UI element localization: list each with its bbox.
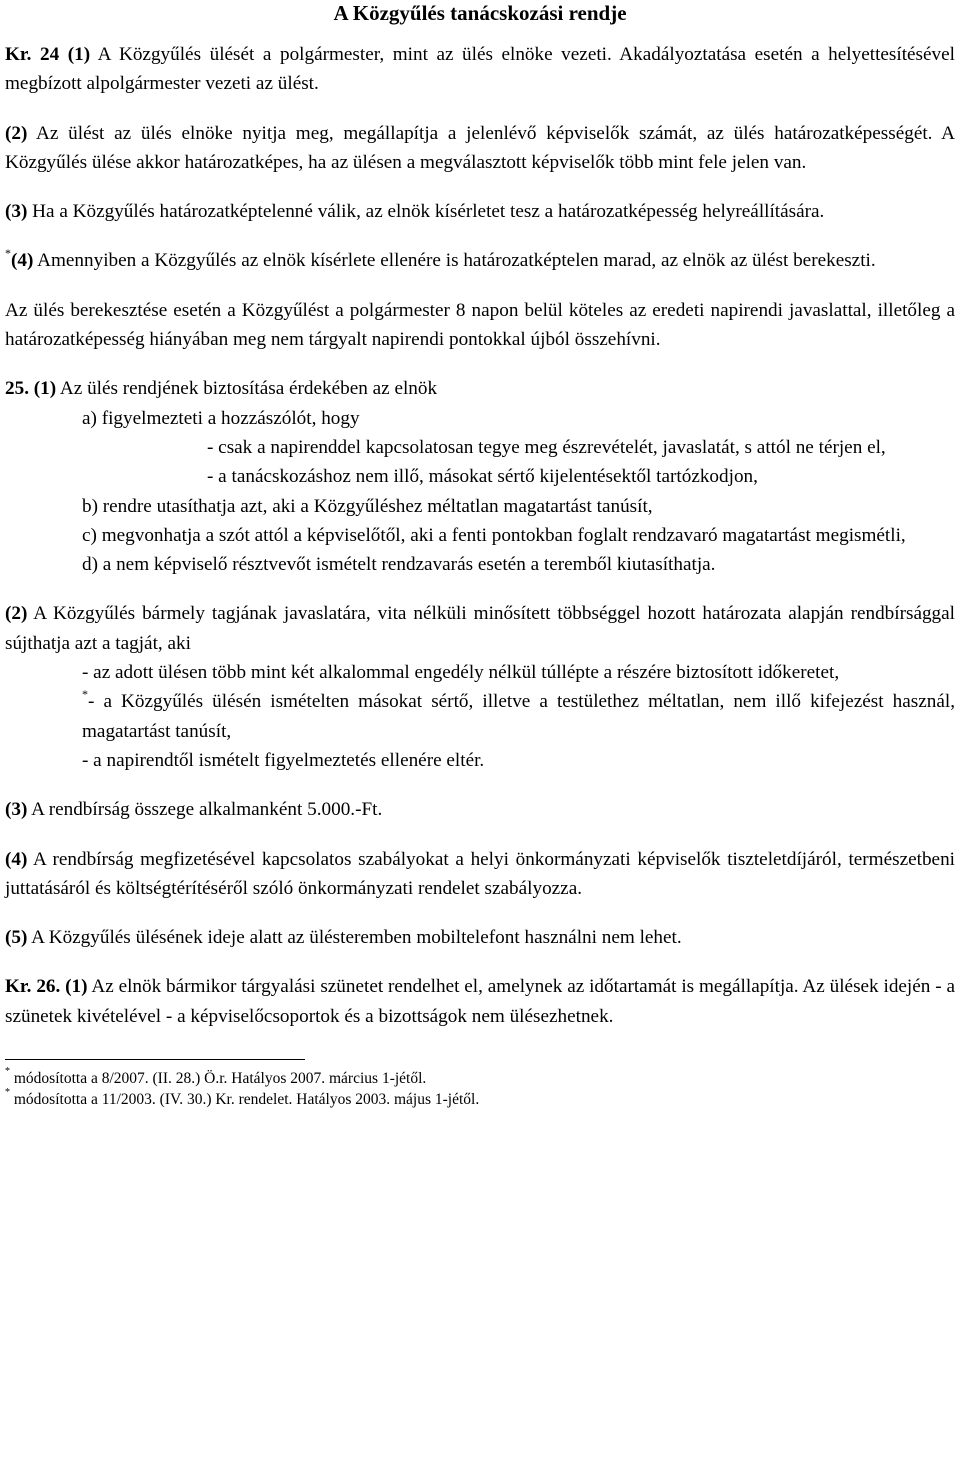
footnote-mark: *	[82, 686, 88, 701]
list-item-d: d) a nem képviselő résztvevőt ismételt rendzavarás esetén a teremből kiutasíthatja.	[82, 554, 716, 576]
list-item-a-dash-2: - a tanácskozáshoz nem illő, másokat sértő kijelentésektől tartózkodjon,	[207, 466, 758, 488]
paragraph-head: (2)	[5, 603, 28, 625]
document-page	[5, 0, 955, 1110]
list-item-text: - a Közgyűlés ülésén ismételten másokat sértő, illetve a testülethez méltatlan, nem illő kifejezést használ, magatartást tanúsít,	[82, 691, 955, 742]
list-item-c: c) megvonhatja a szót attól a képviselőtől, aki a fenti pontokban foglalt rendzavaró magatartást megismétli,	[82, 524, 906, 546]
footnote-text: módosította a 8/2007. (II. 28.) Ö.r. Hatályos 2007. március 1-jétől.	[10, 1070, 427, 1088]
paragraph-head: Kr. 26. (1)	[5, 976, 88, 998]
paragraph-text: A rendbírság összege alkalmanként 5.000.-Ft.	[27, 799, 383, 821]
footnote-separator	[5, 1059, 305, 1060]
footnotes	[5, 1065, 955, 1110]
paragraph-text: Ha a Közgyűlés határozatképtelenné válik, az elnök kísérletet tesz a határozatképesség helyreállítására.	[27, 201, 825, 223]
footnote-text: módosította a 11/2003. (IV. 30.) Kr. rendelet. Hatályos 2003. május 1-jétől.	[10, 1091, 480, 1109]
paragraph-24-5: Az ülés berekesztése esetén a Közgyűlést a polgármester 8 napon belül köteles az eredeti napirendi javaslattal, illetőleg a határozatképesség hiányában meg nem tárgyalt napirendi pontokkal újból összehívni.	[5, 299, 955, 351]
paragraph-head: (3)	[5, 201, 28, 223]
list-item-b: b) rendre utasíthatja azt, aki a Közgyűléshez méltatlan magatartást tanúsít,	[82, 495, 653, 517]
paragraph-24-3	[5, 197, 955, 226]
paragraph-text: Az ülést az ülés elnöke nyitja meg, megállapítja a jelenlévő képviselők számát, az ülés határozatképességét. A Közgyűlés ülése akkor határozatképes, ha az ülésen a megválasztott képviselők több mint fele jelen van.	[5, 122, 955, 173]
paragraph-head: (2)	[5, 122, 28, 144]
paragraph-25-1	[5, 374, 955, 403]
paragraph-text: A Közgyűlés ülésének ideje alatt az ülésteremben mobiltelefont használni nem lehet.	[27, 927, 682, 949]
list-item-a: a) figyelmezteti a hozzászólót, hogy	[82, 407, 360, 429]
footnote-mark: *	[5, 1086, 10, 1098]
paragraph-25-5	[5, 923, 955, 952]
footnote-mark: *	[5, 246, 11, 261]
paragraph-head: (3)	[5, 799, 28, 821]
paragraph-head: 25. (1)	[5, 378, 57, 400]
paragraph-head: (5)	[5, 927, 28, 949]
footnote-1	[5, 1065, 955, 1089]
paragraph-text: A Közgyűlés ülését a polgármester, mint az ülés elnöke vezeti. Akadályoztatása esetén a helyettesítésével megbízott alpolgármester vezeti az ülést.	[5, 44, 955, 95]
paragraph-text: A Közgyűlés bármely tagjának javaslatára, vita nélküli minősített többséggel hozott határozata alapján rendbírsággal sújthatja azt a tagját, aki	[5, 603, 955, 654]
paragraph-text: Az ülés rendjének biztosítása érdekében az elnök	[56, 378, 438, 400]
paragraph-head: (4)	[11, 250, 34, 272]
paragraph-25-4	[5, 845, 955, 904]
paragraph-24-4	[5, 246, 955, 275]
list-item-dash-3: - a napirendtől ismételt figyelmeztetés ellenére eltér.	[82, 749, 485, 771]
paragraph-26-1	[5, 972, 955, 1031]
footnote-2	[5, 1086, 955, 1110]
footnote-mark: *	[5, 1065, 10, 1077]
paragraph-25-3	[5, 795, 955, 824]
paragraph-24-2	[5, 119, 955, 178]
paragraph-24-1	[5, 40, 955, 99]
paragraph-text: Amennyiben a Közgyűlés az elnök kísérlete ellenére is határozatképtelen marad, az elnök az ülést berekeszti.	[33, 250, 876, 272]
list-item-dash-1: - az adott ülésen több mint két alkalommal engedély nélkül túllépte a részére biztosított időkeretet,	[82, 662, 840, 684]
list-item-a-dash-1: - csak a napirenddel kapcsolatosan tegye meg észrevételét, javaslatát, s attól ne térjen el,	[207, 436, 886, 458]
list-item-dash-2	[5, 687, 955, 746]
paragraph-text: A rendbírság megfizetésével kapcsolatos szabályokat a helyi önkormányzati képviselők tiszteletdíjáról, természetbeni juttatásáról és költségtérítéséről szóló önkormányzati rendelet szabályozza.	[5, 848, 955, 899]
paragraph-head: Kr. 24 (1)	[5, 44, 91, 65]
paragraph-25-2	[5, 599, 955, 658]
paragraph-text: Az elnök bármikor tárgyalási szünetet rendelhet el, amelynek az időtartamát is megállapítja. Az ülések idején - a szünetek kivételével - a képviselőcsoportok és a bizottságok nem ülésezhetnek.	[5, 976, 955, 1027]
page-title: A Közgyűlés tanácskozási rendje	[333, 1, 627, 25]
paragraph-head: (4)	[5, 848, 28, 870]
